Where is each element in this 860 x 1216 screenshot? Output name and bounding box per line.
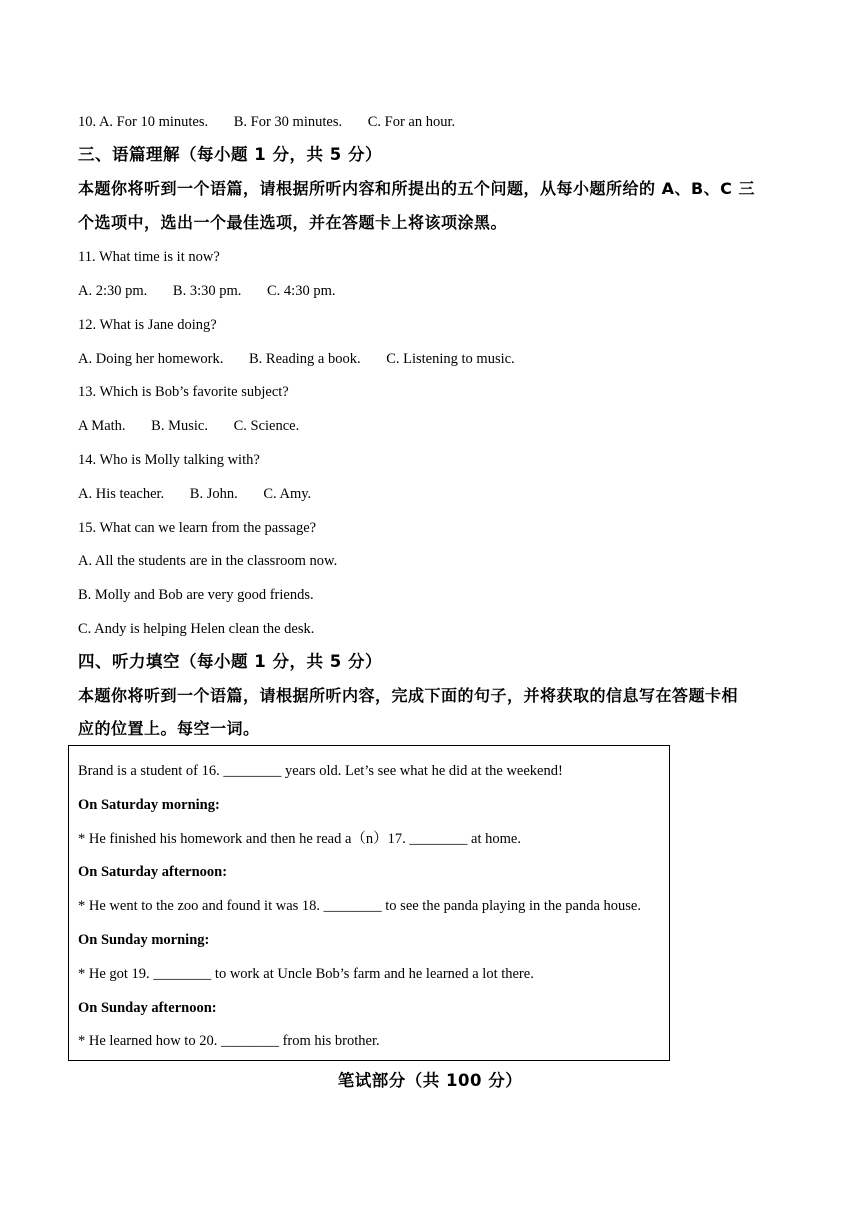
question-12-options	[78, 350, 515, 368]
section4-instruction-line1: 本题你将听到一个语篇，请根据所听内容，完成下面的句子，并将获取的信息写在答题卡相	[78, 686, 739, 705]
section3-instruction-line1: 本题你将听到一个语篇，请根据所听内容和所提出的五个问题，从每小题所给的 A、B、C 三	[78, 179, 755, 198]
question-12: 12. What is Jane doing?	[78, 317, 217, 333]
sunday-afternoon-text: * He learned how to 20. ________ from his brother.	[78, 1033, 380, 1049]
question-11: 11. What time is it now?	[78, 249, 220, 265]
question-11-options	[78, 282, 336, 300]
question-14: 14. Who is Molly talking with?	[78, 452, 260, 468]
saturday-afternoon-text: * He went to the zoo and found it was 18. ________ to see the panda playing in the panda house.	[78, 898, 641, 914]
fill-in-box	[68, 745, 670, 1061]
option-b: B. Reading a book.	[249, 351, 361, 367]
q10-options	[78, 113, 455, 131]
sunday-afternoon-label: On Sunday afternoon:	[78, 1000, 217, 1016]
option-a: A. His teacher.	[78, 486, 165, 502]
box-intro: Brand is a student of 16. ________ years old. Let’s see what he did at the weekend!	[78, 763, 563, 779]
q10-option-c: C. For an hour.	[367, 114, 456, 130]
option-b: B. Music.	[151, 418, 208, 434]
option-b: B. 3:30 pm.	[172, 283, 242, 299]
option-a: A. 2:30 pm.	[78, 283, 148, 299]
option-a: A Math.	[78, 418, 126, 434]
saturday-morning-text: * He finished his homework and then he read a（n）17. ________ at home.	[78, 831, 521, 847]
saturday-morning-label: On Saturday morning:	[78, 797, 220, 813]
question-13-options	[78, 417, 299, 435]
q10-option-a: 10. A. For 10 minutes.	[78, 114, 209, 130]
section4-title: 四、听力填空（每小题 1 分，共 5 分）	[78, 652, 382, 671]
question-15: 15. What can we learn from the passage?	[78, 520, 317, 536]
option-c: C. 4:30 pm.	[267, 283, 336, 299]
section3-instruction-line2: 个选项中，选出一个最佳选项，并在答题卡上将该项涂黑。	[78, 213, 508, 232]
question-15-option-b: B. Molly and Bob are very good friends.	[78, 587, 314, 603]
sunday-morning-label: On Sunday morning:	[78, 932, 210, 948]
q10-option-b: B. For 30 minutes.	[233, 114, 343, 130]
option-b: B. John.	[189, 486, 238, 502]
option-a: A. Doing her homework.	[78, 351, 224, 367]
option-c: C. Amy.	[263, 486, 312, 502]
written-part-title: 笔试部分（共 100 分）	[337, 1071, 523, 1090]
question-15-option-a: A. All the students are in the classroom now.	[78, 553, 338, 569]
option-c: C. Listening to music.	[386, 351, 515, 367]
question-13: 13. Which is Bob’s favorite subject?	[78, 384, 289, 400]
section3-title: 三、语篇理解（每小题 1 分，共 5 分）	[78, 145, 382, 164]
option-c: C. Science.	[233, 418, 300, 434]
section4-instruction-line2: 应的位置上。每空一词。	[78, 719, 260, 738]
question-14-options	[78, 485, 311, 503]
sunday-morning-text: * He got 19. ________ to work at Uncle Bob’s farm and he learned a lot there.	[78, 966, 534, 982]
question-15-option-c: C. Andy is helping Helen clean the desk.	[78, 621, 315, 637]
saturday-afternoon-label: On Saturday afternoon:	[78, 864, 228, 880]
